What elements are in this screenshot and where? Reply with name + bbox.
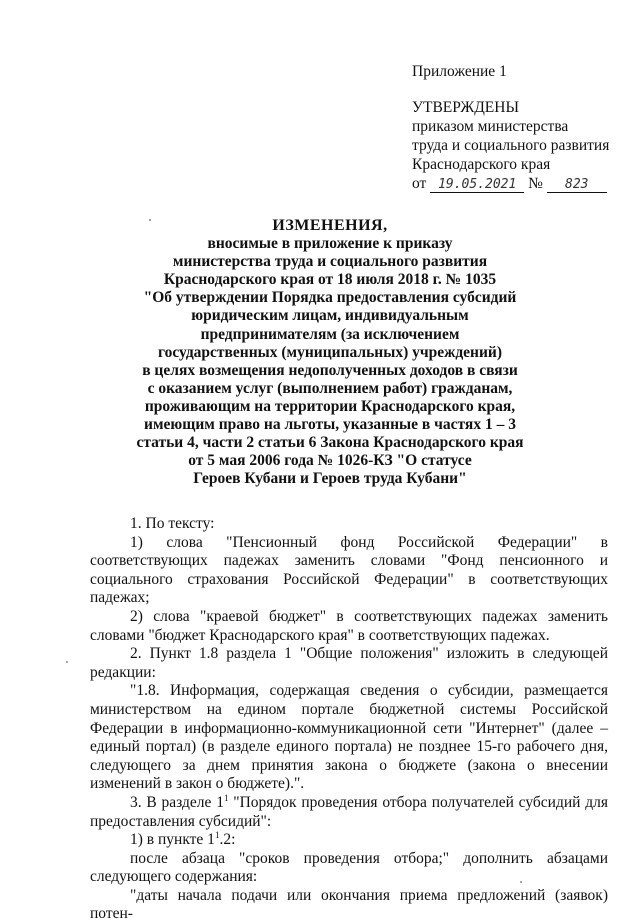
title-line: вносимые в приложение к приказу (207, 235, 453, 253)
title-line: "Об утверждении Порядка предоставления субсидий (143, 289, 517, 307)
paragraph-7-end: .2: (219, 831, 236, 849)
paragraph-1: 1. По тексту: (130, 515, 215, 532)
approval-line-1: приказом министерства (412, 118, 569, 135)
scan-speck (66, 661, 68, 663)
superscript: 1 (223, 792, 229, 803)
title-line: с оказанием услуг (выполнением работ) гражданам, (147, 379, 513, 397)
paragraph-5: "1.8. Информация, содержащая сведения о субсидии, размещается министерством на едином портале бюджетной системы Российской Федерации в информационно-коммуникационной сети "Интернет" (далее – единый портал) (в разделе единого портала) не позднее 15-го рабочего дня, следующего за днем принятия закона о бюджете (закона о внесении изменений в закон о бюджете).". (90, 682, 608, 793)
number-label: № (528, 175, 543, 192)
paragraph-4: 2. Пункт 1.8 раздела 1 "Общие положения" изложить в следующей редакции: (90, 645, 608, 681)
title-line: проживающим на территории Краснодарского края, (144, 397, 516, 415)
title-line: министерства труда и социального развития (172, 253, 488, 271)
paragraph-6-end: "Порядок проведения отбора получателей субсидий для предоставления субсидий": (90, 793, 608, 830)
approved-label: УТВЕРЖДЕНЫ (412, 99, 519, 116)
title-line: Героев Кубани и Героев труда Кубани" (193, 470, 467, 488)
scan-speck (149, 219, 151, 221)
paragraph-8: после абзаца "сроков проведения отбора;" дополнить абзацами следующего содержания: (90, 849, 608, 886)
order-date: 19.05.2021 (430, 178, 524, 193)
title-line: статьи 4, части 2 статьи 6 Закона Краснодарского края (136, 434, 524, 452)
paragraph-7-start: 1) в пункте 1 (130, 831, 215, 849)
appendix-label: Приложение 1 (412, 63, 507, 80)
title-line: в целях возмещения недополученных доходов в связи (142, 361, 518, 379)
title-line: имеющим право на льготы, указанные в частях 1 – 3 (144, 416, 516, 434)
title-line: государственных (муниципальных) учреждений) (157, 343, 503, 361)
title-line: юридическим лицам, индивидуальным (191, 307, 469, 325)
title-line: предпринимателям (за исключением (200, 325, 460, 343)
title-line: Краснодарского края от 18 июля 2018 г. № 1035 (163, 271, 497, 289)
paragraph-2: 1) слова "Пенсионный фонд Российской Федерации" в соответствующих падежах заменить словами "Фонд пенсионного и социального страхования Российской Федерации" в соответствующих падежах; (90, 533, 608, 607)
order-date-number-line (412, 174, 632, 193)
order-number: 823 (547, 178, 607, 193)
paragraph-3: 2) слова "краевой бюджет" в соответствующих падежах заменить словами "бюджет Краснодарского края" в соответствующих падежах. (90, 607, 608, 644)
approval-block (412, 62, 632, 193)
paragraph-9: "даты начала подачи или окончания приема предложений (заявок) потен- (90, 886, 608, 923)
document-body (90, 515, 608, 924)
superscript: 1 (214, 829, 220, 840)
title-line: от 5 мая 2006 года № 1026-КЗ "О статусе (188, 452, 472, 470)
title-heading: ИЗМЕНЕНИЯ, (272, 217, 388, 234)
from-label: от (412, 175, 427, 192)
scan-speck (520, 881, 522, 883)
approval-line-2: труда и социального развития (412, 137, 610, 154)
paragraph-6-start: 3. В разделе 1 (130, 793, 224, 811)
paragraph-6 (90, 794, 608, 831)
document-title (130, 217, 530, 488)
approval-line-3: Краснодарского края (412, 156, 551, 173)
paragraph-7 (90, 831, 608, 850)
